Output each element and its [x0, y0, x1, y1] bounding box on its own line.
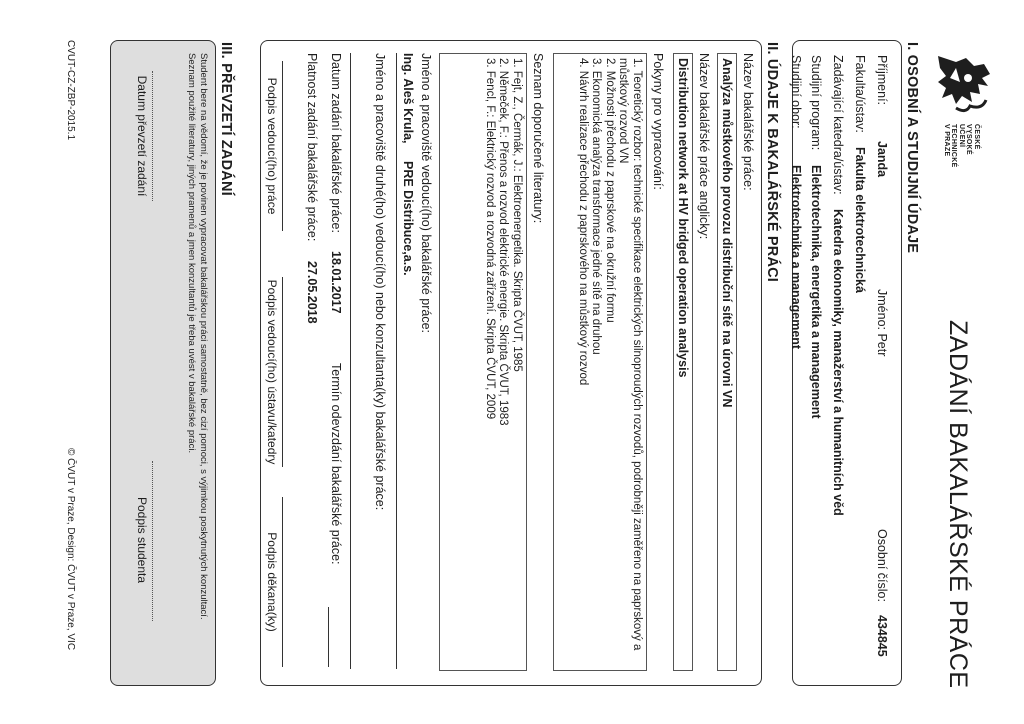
- second-supervisor-label: Jméno a pracoviště druhé(ho) vedoucí(ho) nebo konzultanta(ky) bakalářské práce:: [373, 53, 387, 511]
- section2-heading: II. ÚDAJE K BAKALÁŘSKÉ PRÁCI: [764, 42, 780, 283]
- instructions-item: můstkový rozvod VN: [617, 58, 630, 164]
- department-value: Katedra ekonomiky, manažerství a humanitních věd: [831, 209, 845, 516]
- literature-item: 1. Fejt, Z., Čermák, J.: Elektroenergetika. Skripta ČVUT, 1985: [511, 58, 523, 372]
- instructions-list: [576, 58, 644, 650]
- faculty-value: Fakulta elektrotechnická: [853, 147, 867, 293]
- supervisor-signature-line: [282, 61, 283, 231]
- deadline-label: Termín odevzdání bakalářské práce:: [329, 363, 343, 565]
- head-signature-line: [282, 277, 283, 467]
- section2-box: [260, 40, 762, 686]
- form-code: CVUT-CZ-ZBP-2015.1: [65, 40, 76, 141]
- copyright-text: © ČVUT v Praze, Design: ČVUT v Praze, VIC: [65, 448, 76, 651]
- literature-item: 3. Fencl, F.: Elektrický rozvod a rozvodná zařízení. Skripta ČVUT, 2009: [484, 58, 496, 420]
- study-field-label: Studijní obor:: [789, 55, 803, 129]
- acknowledgement-line2: Seznam použité literatury, jiných pramenů a jmen konzultantů je třeba uvést v bakalářské práci.: [186, 53, 197, 454]
- thesis-title-en-field: [673, 53, 693, 671]
- thesis-title-en-label: Název bakalářské práce anglicky:: [697, 53, 711, 240]
- thesis-title-value: Analýza můstkového provozu distribuční sítě na úrovni VN: [720, 58, 734, 408]
- faculty-label: Fakulta/ústav:: [853, 55, 867, 133]
- surname-label: Příjmení:: [875, 55, 889, 106]
- assignment-date-value: 18.01.2017: [329, 251, 343, 314]
- section1-heading: I. OSOBNÍ A STUDIJNÍ ÚDAJE: [904, 42, 920, 254]
- supervisor-signature-label: Podpis vedoucí(ho) práce: [265, 77, 279, 215]
- department-label: Zadávající katedra/ústav:: [831, 55, 845, 195]
- supervisor-organization: PRE Distribuce,a.s.: [401, 161, 415, 276]
- instructions-item: 1. Teoretický rozbor: technické specifikace elektrických silnoproudých rozvodů, podrobněji zaměřeno na paprskový a: [631, 58, 643, 651]
- first-name-label: Jméno: Petr: [875, 289, 889, 357]
- thesis-title-label: Název bakalářské práce:: [741, 53, 755, 191]
- validity-value: 27.05.2018: [305, 261, 319, 324]
- takeover-date-label: Datum převzetí zadání: [135, 75, 149, 197]
- literature-list: [483, 58, 524, 426]
- takeover-date-line: [152, 71, 153, 201]
- thesis-title-en-value: Distribution network at HV bridged operation analysis: [676, 58, 690, 378]
- supervisor-label: Jméno a pracoviště vedoucí(ho) bakalářské práce:: [419, 53, 433, 334]
- acknowledgement-line1: Student bere na vědomí, že je povinen vypracovat bakalářskou práci samostatně, bez cizí pomoci, s výjimkou poskytnutých konzultací.: [198, 53, 209, 620]
- study-field-value: Elektrotechnika a management: [789, 165, 803, 350]
- literature-label: Seznam doporučené literatury:: [531, 53, 545, 224]
- deadline-line: [328, 607, 329, 667]
- instructions-item: 4. Návrh realizace přechodu z paprskového na můstkový rozvod: [577, 58, 589, 386]
- supervisor-underline: [396, 53, 397, 669]
- instructions-item: 2. Možnosti přechodu z paprskové na okružní formu: [604, 58, 616, 323]
- acknowledgement-text: [185, 53, 209, 673]
- second-supervisor-underline: [350, 53, 351, 669]
- section1-box: [789, 40, 902, 686]
- ctu-lion-logo-icon: [934, 48, 996, 118]
- instructions-label: Pokyny pro vypracování:: [651, 53, 665, 190]
- university-name-logo-text: ČESKÉ VYSOKÉ UČENÍ TECHNICKÉ V PRAZE: [943, 124, 980, 168]
- student-signature-line: [152, 461, 153, 621]
- instructions-field: [553, 53, 647, 671]
- personal-number-label: Osobní číslo:: [875, 529, 889, 602]
- dean-signature-label: Podpis děkana(ky): [265, 532, 279, 632]
- surname-value: Janda: [875, 141, 889, 178]
- study-program-label: Studijní program:: [809, 55, 823, 151]
- personal-number-value: 434845: [875, 615, 889, 657]
- document-title: ZADÁNÍ BAKALÁŘSKÉ PRÁCE: [944, 320, 972, 689]
- thesis-title-field: [717, 53, 737, 671]
- assignment-date-label: Datum zadání bakalářské práce:: [329, 53, 343, 233]
- literature-item: 2. Němeček, F.: Přenos a rozvod elektrické energie. Skripta ČVUT, 1983: [497, 58, 510, 426]
- instructions-item: 3. Ekonomická analýza transformace jedné sítě na druhou: [590, 58, 603, 355]
- head-signature-label: Podpis vedoucí(ho) ústavu/katedry: [265, 279, 279, 465]
- dean-signature-line: [282, 497, 283, 667]
- supervisor-name: Ing. Aleš Krula,: [401, 53, 415, 144]
- student-signature-label: Podpis studenta: [135, 496, 149, 584]
- validity-label: Platnost zadání bakalářské práce:: [305, 53, 319, 242]
- literature-field: [439, 53, 527, 671]
- study-program-value: Elektrotechnika, energetika a management: [809, 165, 823, 419]
- section3-heading: III. PŘEVZETÍ ZADÁNÍ: [218, 42, 234, 196]
- section3-box: [110, 40, 216, 686]
